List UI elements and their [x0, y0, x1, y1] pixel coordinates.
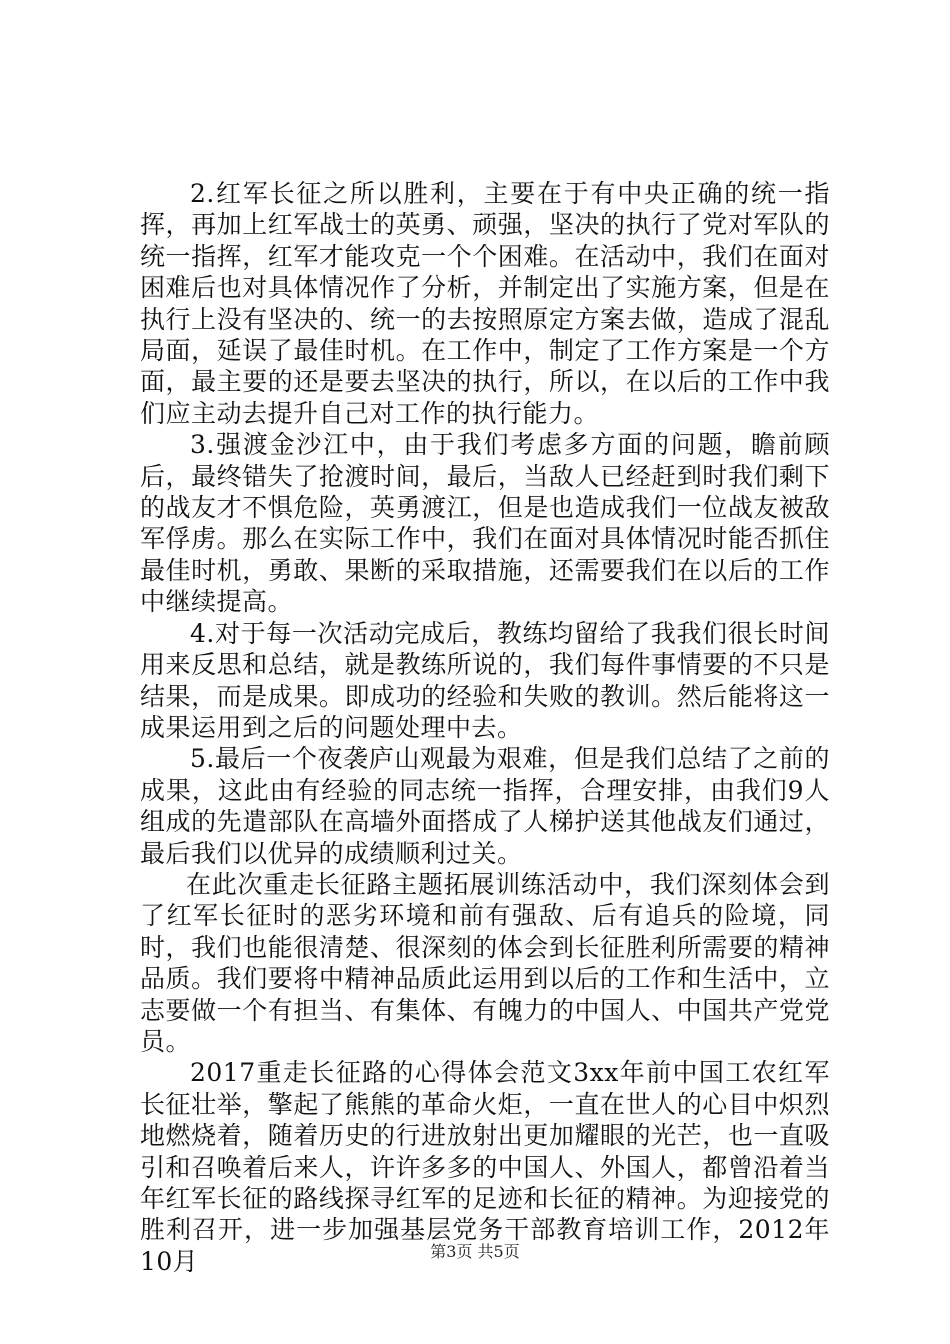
- document-body: [140, 178, 830, 1277]
- page-footer: 第3页 共5页: [430, 1242, 520, 1261]
- paragraph-5: 5.最后一个夜袭庐山观最为艰难，但是我们总结了之前的成果，这此由有经验的同志统一指挥，合理安排，由我们9人组成的先遣部队在高墙外面搭成了人梯护送其他战友们通过，最后我们以优异的成绩顺利过关。: [140, 744, 830, 868]
- paragraph-summary: 在此次重走长征路主题拓展训练活动中，我们深刻体会到了红军长征时的恶劣环境和前有强敌、后有追兵的险境，同时，我们也能很清楚、很深刻的体会到长征胜利所需要的精神品质。我们要将中精神品质此运用到以后的工作和生活中，立志要做一个有担当、有集体、有魄力的中国人、中国共产党党员。: [140, 869, 830, 1056]
- paragraph-3: 3.强渡金沙江中，由于我们考虑多方面的问题，瞻前顾后，最终错失了抢渡时间，最后，当敌人已经赶到时我们剩下的战友才不惧危险，英勇渡江，但是也造成我们一位战友被敌军俘虏。那么在实际工作中，我们在面对具体情况时能否抓住最佳时机，勇敢、果断的采取措施，还需要我们在以后的工作中继续提高。: [140, 430, 830, 617]
- paragraph-2: 2.红军长征之所以胜利，主要在于有中央正确的统一指挥，再加上红军战士的英勇、顽强，坚决的执行了党对军队的统一指挥，红军才能攻克一个个困难。在活动中，我们在面对困难后也对具体情况作了分析，并制定出了实施方案，但是在执行上没有坚决的、统一的去按照原定方案去做，造成了混乱局面，延误了最佳时机。在工作中，制定了工作方案是一个方面，最主要的还是要去坚决的执行，所以，在以后的工作中我们应主动去提升自己对工作的执行能力。: [140, 179, 830, 428]
- paragraph-essay-2017: 2017重走长征路的心得体会范文3xx年前中国工农红军长征壮举，擎起了熊熊的革命火炬，一直在世人的心目中炽烈地燃烧着，随着历史的行进放射出更加耀眼的光芒，也一直吸引和召唤着后来人，许许多多的中国人、外国人，都曾沿着当年红军长征的路线探寻红军的足迹和长征的精神。为迎接党的胜利召开，进一步加强基层党务干部教育培训工作，2012年10月: [140, 1058, 830, 1276]
- paragraph-4: 4.对于每一次活动完成后，教练均留给了我我们很长时间用来反思和总结，就是教练所说的，我们每件事情要的不只是结果，而是成果。即成功的经验和失败的教训。然后能将这一成果运用到之后的问题处理中去。: [140, 618, 830, 742]
